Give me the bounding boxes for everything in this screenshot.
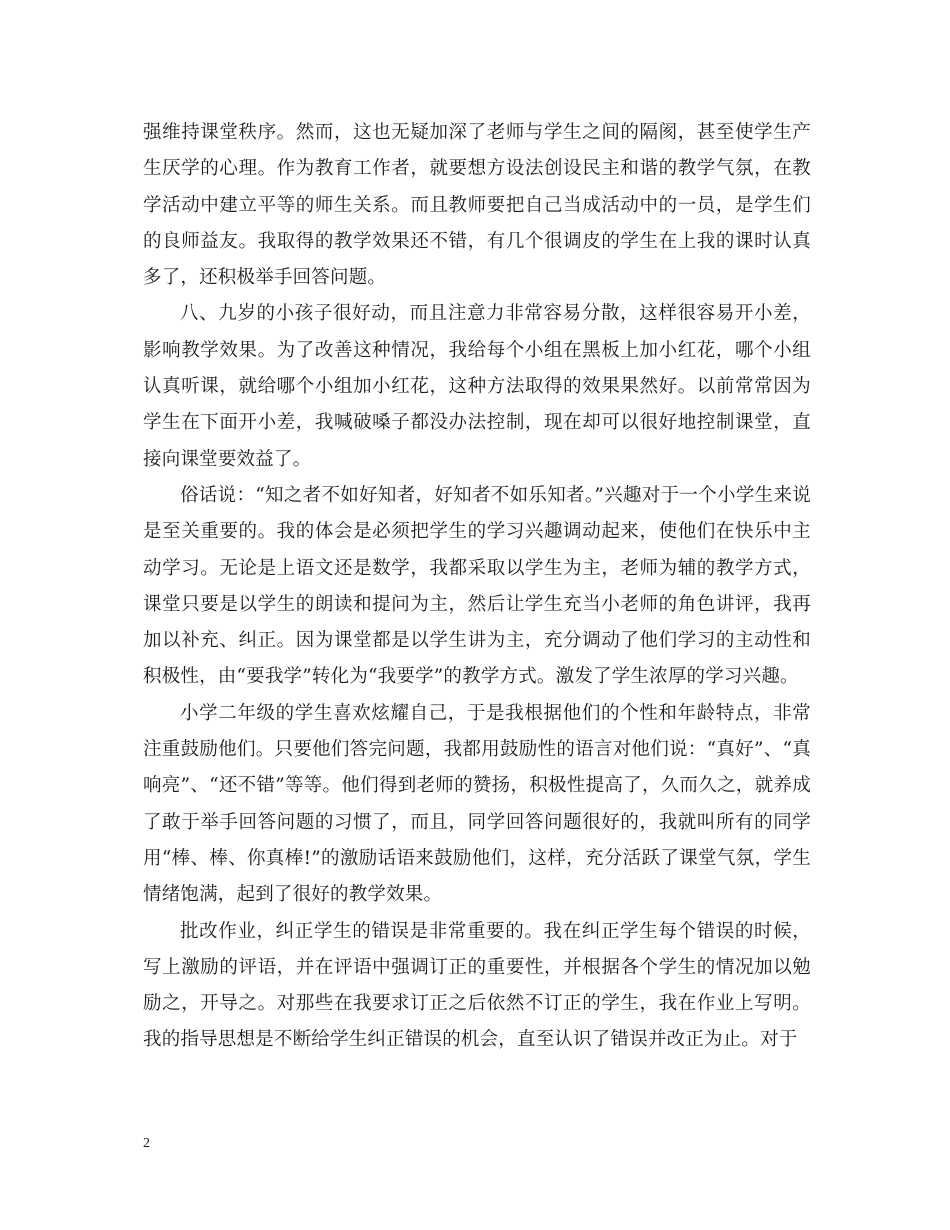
paragraph: 八、九岁的小孩子很好动，而且注意力非常容易分散，这样很容易开小差，影响教学效果。为了改善这种情况，我给每个小组在黑板上加小红花，哪个小组认真听课，就给哪个小组加小红花，这种方法取得的效果果然好。以前常常因为学生在下面开小差，我喊破嗓子都没办法控制，现在却可以很好地控制课堂，直接向课堂要效益了。 [143, 303, 811, 470]
paragraph: 俗话说：“知之者不如好知者，好知者不如乐知者。”兴趣对于一个小学生来说是至关重要的。我的体会是必须把学生的学习兴趣调动起来，使他们在快乐中主动学习。无论是上语文还是数学，我都采取以学生为主，老师为辅的教学方式，课堂只要是以学生的朗读和提问为主，然后让学生充当小老师的角色讲评，我再加以补充、纠正。因为课堂都是以学生讲为主，充分调动了他们学习的主动性和积极性，由“要我学”转化为“我要学”的教学方式。激发了学生浓厚的学习兴趣。 [143, 484, 811, 688]
body-text [143, 115, 811, 1059]
paragraph: 小学二年级的学生喜欢炫耀自己，于是我根据他们的个性和年龄特点，非常注重鼓励他们。只要他们答完问题，我都用鼓励性的语言对他们说：“真好”、“真响亮”、“还不错”等等。他们得到老师的赞扬，积极性提高了，久而久之，就养成了敢于举手回答问题的习惯了，而且，同学回答问题很好的，我就叫所有的同学用“棒、棒、你真棒!”的激励话语来鼓励他们，这样，充分活跃了课堂气氛，学生情绪饱满，起到了很好的教学效果。 [143, 702, 811, 906]
paragraph-continuation: 强维持课堂秩序。然而，这也无疑加深了老师与学生之间的隔阂，甚至使学生产生厌学的心理。作为教育工作者，就要想方设法创设民主和谐的教学气氛，在教学活动中建立平等的师生关系。而且教师要把自己当成活动中的一员，是学生们的良师益友。我取得的教学效果还不错，有几个很调皮的学生在上我的课时认真多了，还积极举手回答问题。 [143, 122, 811, 289]
page-number: 2 [143, 1136, 150, 1151]
paragraph: 批改作业，纠正学生的错误是非常重要的。我在纠正学生每个错误的时候，写上激励的评语，并在评语中强调订正的重要性，并根据各个学生的情况加以勉励之，开导之。对那些在我要求订正之后依然不订正的学生，我在作业上写明。我的指导思想是不断给学生纠正错误的机会，直至认识了错误并改正为止。对于 [143, 920, 811, 1051]
